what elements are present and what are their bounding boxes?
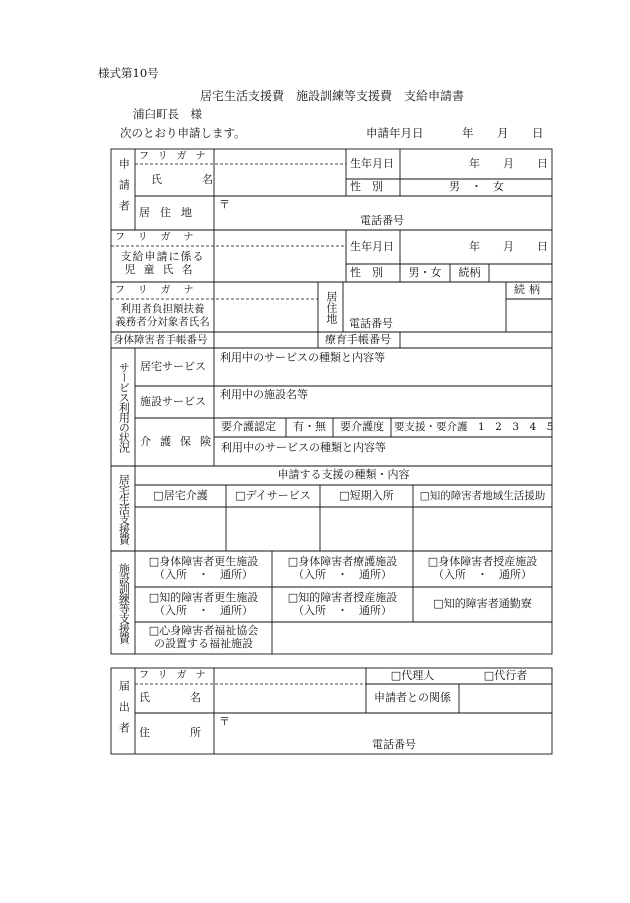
notifier-proxy-option: □代行者: [483, 668, 528, 682]
date-month: 月: [497, 126, 509, 140]
home-service-note: 利用中のサービスの種類と内容等: [220, 351, 385, 364]
home-life-option-home-care: □居宅介護: [153, 488, 208, 502]
addressee: 浦臼町長 様: [133, 107, 202, 121]
child-sex-options: 男・女: [408, 265, 442, 279]
facility-option-physical-care: [272, 551, 413, 587]
facility-option-physical-care-line1: □身体障害者療護施設: [287, 555, 398, 569]
applicant-dob-day: 日: [537, 156, 548, 170]
applicant-dob-month: 月: [503, 156, 514, 170]
care-cert-yes-no: 有・無: [293, 420, 326, 434]
applicant-address-label: 居住地: [139, 205, 202, 219]
applicant-sex-options: 男 ・ 女: [449, 180, 504, 194]
notifier-phone-label: 電話番号: [372, 738, 416, 751]
child-furigana-label: フリガナ: [115, 232, 207, 244]
applicant-side-label: 申請者: [117, 158, 131, 221]
applicant-postal-mark: 〒: [219, 198, 230, 211]
facility-option-welfare-association-line1: □心身障害者福祉協会: [148, 624, 259, 638]
child-name-label: [111, 246, 214, 282]
facility-training-side-label: 施設訓練等支援費: [117, 562, 131, 643]
notifier-agent-option: □代理人: [390, 668, 435, 682]
child-dob-month: 月: [503, 239, 514, 253]
notifier-side-label: 届出者: [117, 679, 131, 743]
applicant-sex-label: 性 別: [350, 180, 383, 194]
facility-option-physical-work-line1: □身体障害者授産施設: [427, 555, 538, 569]
notifier-furigana-label: フリガナ: [139, 670, 215, 682]
facility-option-intellectual-work-line1: □知的障害者授産施設: [287, 590, 398, 604]
notifier-relation-label: 申請者との関係: [374, 691, 451, 705]
care-cert-label: 要介護認定: [221, 420, 276, 434]
facility-option-welfare-association: [135, 622, 272, 654]
facility-option-physical-rehab-line1: □身体障害者更生施設: [148, 555, 259, 569]
insurance-service-note: 利用中のサービスの種類と内容等: [221, 441, 386, 454]
facility-option-physical-care-line2: （入所 ・ 通所）: [293, 568, 392, 581]
support-address-label: 居住地: [324, 290, 338, 324]
facility-option-intellectual-dorm: □知的障害者通勤寮: [433, 597, 532, 611]
service-side-label: サービス利用の状況: [117, 362, 131, 452]
home-life-header: 申請する支援の種類・内容: [277, 468, 410, 482]
child-sex-label: 性 別: [350, 265, 383, 279]
applicant-dob-year: 年: [469, 156, 480, 170]
facility-option-intellectual-work: [272, 587, 413, 622]
support-furigana-label: フリガナ: [115, 284, 207, 296]
facility-option-welfare-association-line2: の設置する福祉施設: [154, 637, 253, 650]
form-number: 様式第10号: [98, 66, 159, 80]
facility-option-intellectual-work-line2: （入所 ・ 通所）: [293, 603, 392, 617]
child-relation-label: 続柄: [458, 265, 481, 279]
notifier-name-label: 氏名: [139, 691, 241, 705]
application-date-label: 申請年月日: [366, 126, 424, 140]
child-name-line1: 支給申請に係る: [120, 250, 205, 264]
facility-option-physical-work: [413, 551, 552, 587]
support-phone-label: 電話番号: [349, 317, 393, 330]
facility-option-intellectual-rehab-line1: □知的障害者更生施設: [148, 590, 259, 604]
facility-option-intellectual-rehab: [135, 587, 272, 622]
intro-text: 次のとおり申請します。: [120, 126, 246, 140]
applicant-name-label: 氏名: [151, 172, 253, 186]
facility-option-physical-work-line2: （入所 ・ 通所）: [433, 568, 532, 581]
date-day: 日: [532, 126, 544, 140]
applicant-phone-label: 電話番号: [360, 214, 404, 227]
home-service-label: 居宅サービス: [140, 359, 206, 373]
notifier-postal-mark: 〒: [219, 715, 230, 728]
care-level-label: 要介護度: [340, 420, 384, 434]
home-life-side-label: 居宅生活支援費: [117, 473, 131, 544]
home-life-option-short-stay: □短期入所: [339, 488, 394, 502]
support-name-label: [111, 299, 214, 332]
applicant-dob-label: 生年月日: [350, 156, 394, 170]
applicant-furigana-label: フリガナ: [139, 150, 215, 162]
facility-option-intellectual-rehab-line2: （入所 ・ 通所）: [154, 603, 253, 617]
child-dob-day: 日: [537, 239, 548, 253]
care-level-value: 要支援・要介護 1 2 3 4 5: [394, 421, 554, 434]
support-relation-label: 続柄: [514, 283, 544, 297]
facility-service-note: 利用中の施設名等: [220, 388, 308, 401]
support-name-line1: 利用者負担額扶養: [120, 303, 205, 316]
home-life-option-day-service: □デイサービス: [235, 488, 311, 502]
facility-option-physical-rehab: [135, 551, 272, 587]
child-name-line2: 児童氏名: [124, 263, 201, 276]
rehab-handbook-label: 療育手帳番号: [325, 332, 391, 346]
facility-service-label: 施設サービス: [140, 394, 206, 408]
support-name-line2: 義務者分対象者氏名: [115, 315, 210, 328]
child-dob-label: 生年月日: [350, 239, 394, 253]
home-life-option-group-home: □知的障害者地域生活援助: [419, 489, 546, 502]
disability-handbook-label: 身体障害者手帳番号: [113, 333, 208, 346]
date-year: 年: [462, 126, 474, 140]
care-insurance-label: 介護保険: [140, 434, 220, 448]
facility-option-physical-rehab-line2: （入所 ・ 通所）: [154, 568, 253, 581]
notifier-address-label: 住所: [139, 726, 241, 740]
form-title: 居宅生活支援費 施設訓練等支援費 支給申請書: [200, 89, 465, 103]
child-dob-year: 年: [469, 239, 480, 253]
